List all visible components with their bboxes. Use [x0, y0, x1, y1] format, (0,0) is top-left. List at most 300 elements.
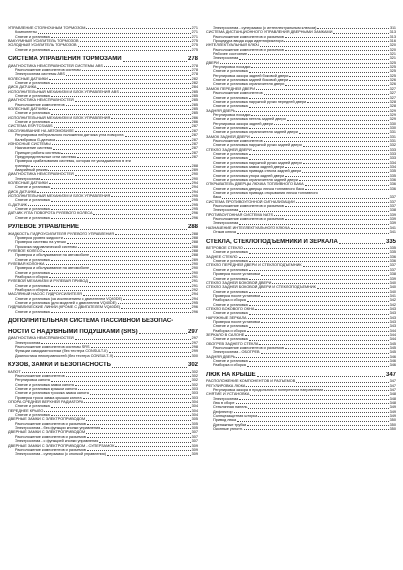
- toc-page-number: 271: [191, 30, 198, 35]
- toc-entry-title: Снятие и установка замка задней двери: [213, 165, 285, 169]
- toc-leader-dots: [37, 86, 190, 89]
- toc-page-number: 294: [191, 189, 198, 194]
- toc-entry-title: Снятие и установка: [15, 309, 50, 314]
- toc-leader-dots: [285, 346, 389, 349]
- toc-leader-dots: [247, 364, 389, 367]
- toc-section-heading: [8, 362, 198, 369]
- toc-leader-dots: [53, 147, 190, 150]
- toc-page-number: 332: [389, 143, 396, 148]
- toc-page-number: 339: [389, 217, 396, 222]
- toc-entry-title: СТЕКЛО ПЕРЕДНЕЙ ДВЕРИ И СТЕКЛОПОДЪЕМНИК: [206, 263, 302, 268]
- toc-leader-dots: [248, 316, 389, 319]
- toc-entry-title: Рабочее состояние: [213, 52, 248, 57]
- toc-entry-title: Диагностика неисправностей (без тестера CONSULT-II): [15, 353, 113, 358]
- toc-leader-dots: [75, 173, 191, 176]
- toc-leader-dots: [120, 90, 191, 93]
- toc-page-number: 296: [191, 305, 198, 310]
- toc-page-number: 343: [389, 311, 396, 316]
- toc-page-number: 287: [191, 137, 198, 142]
- toc-page-number: 305: [191, 417, 198, 422]
- toc-page-number: 287: [191, 124, 198, 129]
- toc-leader-dots: [111, 194, 190, 197]
- toc-page-number: 343: [389, 315, 396, 320]
- toc-entry-title: ВАКУУМНЫЙ УСИЛИТЕЛЬ ТОРМОЗОВ: [8, 39, 79, 44]
- toc-page-number: 342: [389, 298, 396, 303]
- toc-section-heading: [8, 318, 198, 325]
- toc-page-number: 287: [191, 154, 198, 159]
- toc-entry-title: Снятие и установка: [213, 250, 248, 255]
- toc-page-number: 320: [389, 43, 396, 48]
- toc-entry-title: Снятие и установка: [213, 95, 248, 100]
- toc-entry-title: Проверка после установки: [213, 293, 261, 298]
- toc-page-number: 348: [389, 396, 396, 401]
- toc-column-right: [206, 26, 396, 566]
- toc-leader-dots: [66, 73, 191, 76]
- toc-leader-dots: [285, 217, 389, 220]
- toc-entry-title: Снятие и установка: [15, 198, 50, 203]
- toc-leader-dots: [251, 135, 389, 138]
- toc-section-heading: [206, 239, 396, 246]
- toc-entry-title: Снятие и установка: [213, 69, 248, 74]
- toc-leader-dots: [317, 26, 389, 29]
- toc-entry: [8, 48, 198, 52]
- toc-page-number: 316: [389, 39, 396, 44]
- toc-entry-title: Электросхема - суперзамок (с интеллектуальным ключом): [213, 26, 317, 30]
- toc-page-number: 345: [389, 341, 396, 346]
- toc-entry-title: ЗАМОК ПЕРЕДНЕЙ ДВЕРИ: [206, 86, 256, 91]
- toc-page-number: 327: [389, 95, 396, 100]
- toc-entry-title: ОБСЛУЖИВАНИЕ НА АВТОМОБИЛЕ: [8, 128, 74, 133]
- toc-entry-title: ГИДРАВЛИЧЕСКИЕ ЛИНИИ (КРОМЕ С ДВИГАТЕЛЕМ VQ40DE): [8, 305, 121, 310]
- toc-leader-dots: [237, 419, 389, 422]
- toc-entry-title: Проверка после установки: [213, 319, 261, 324]
- toc-page-number: 329: [389, 117, 396, 122]
- toc-entry-title: ДИСК ДАТЧИКА: [8, 189, 37, 194]
- toc-leader-dots: [78, 245, 191, 248]
- toc-leader-dots: [249, 359, 389, 362]
- toc-leader-dots: [80, 227, 187, 230]
- toc-page-number: 287: [191, 133, 198, 138]
- toc-page-number: 295: [191, 198, 198, 203]
- toc-leader-dots: [44, 409, 190, 412]
- toc-leader-dots: [87, 448, 191, 451]
- toc-leader-dots: [239, 255, 389, 258]
- toc-page-number: 304: [191, 413, 198, 418]
- toc-entry-title: Снятие и установка дверцы лючка топливного бака: [213, 186, 304, 191]
- toc-entry-title: ЛЮК НА КРЫШЕ: [206, 371, 256, 378]
- toc-leader-dots: [324, 388, 388, 391]
- toc-leader-dots: [46, 262, 191, 265]
- toc-leader-dots: [249, 338, 389, 341]
- toc-entry-title: Отзыв ключа: [213, 230, 237, 235]
- toc-leader-dots: [83, 293, 191, 296]
- toc-leader-dots: [261, 294, 389, 297]
- toc-page-number: 330: [389, 125, 396, 130]
- toc-leader-dots: [237, 231, 389, 234]
- toc-page-number: 296: [191, 309, 198, 314]
- toc-page-number: 329: [389, 112, 396, 117]
- toc-page-number: 288: [187, 224, 198, 231]
- toc-leader-dots: [284, 39, 388, 42]
- toc-entry-title: Прокачка гидравлической системы: [15, 244, 77, 249]
- toc-page-number: 290: [191, 270, 198, 275]
- toc-entry-title: ДИСК ДАТЧИКА: [8, 85, 37, 90]
- toc-section-heading: [206, 372, 396, 379]
- toc-entry-title: Проверка троса замка крышки капота: [15, 395, 82, 400]
- toc-page-number: 349: [389, 414, 396, 419]
- toc-leader-dots: [287, 118, 389, 121]
- toc-leader-dots: [51, 199, 191, 202]
- toc-entry-title: Электросхема: [213, 56, 239, 61]
- toc-entry: [8, 310, 198, 314]
- toc-page-number: 327: [389, 91, 396, 96]
- toc-page-number: 345: [389, 346, 396, 350]
- toc-leader-dots: [239, 222, 388, 225]
- toc-entry-title: СИСТЕМА ДИСТАНЦИОННОГО УПРАВЛЕНИЯ ДВЕРНЫМИ ЗАМКАМИ: [206, 30, 333, 35]
- toc-page-number: 305: [191, 426, 198, 431]
- toc-page-number: 285: [191, 111, 198, 116]
- toc-leader-dots: [51, 81, 191, 84]
- toc-leader-dots: [257, 374, 385, 377]
- toc-leader-dots: [37, 190, 190, 193]
- toc-entry-title: Регулировка капота: [15, 378, 50, 383]
- toc-entry-title: ИЗНОСНЫЕ СИСТЕМЫ: [8, 141, 51, 146]
- toc-page-number: 321: [389, 52, 396, 57]
- toc-page-number: 284: [191, 85, 198, 90]
- toc-leader-dots: [249, 70, 389, 73]
- toc-entry-title: Снятие и установка: [15, 94, 50, 99]
- toc-leader-dots: [261, 273, 389, 276]
- toc-entry-title: ПРОТИВОУГОННАЯ СИСТЕМА NATS: [206, 212, 274, 217]
- toc-leader-dots: [67, 241, 191, 244]
- toc-leader-dots: [249, 157, 389, 160]
- toc-page-number: 290: [191, 262, 198, 267]
- toc-leader-dots: [249, 325, 389, 328]
- toc-leader-dots: [299, 178, 389, 181]
- toc-page-number: 292: [191, 288, 198, 293]
- toc-entry-title: Привод люка: [213, 418, 237, 423]
- toc-page-number: 286: [191, 115, 198, 120]
- toc-entry-title: Расположение компонентов и разъемов: [213, 204, 284, 209]
- toc-entry-title: ДИАГНОСТИКА НЕИСПРАВНОСТЕЙ: [8, 172, 74, 177]
- toc-entry-title: Регулировка зазора в продольном и поперечном направлении: [213, 388, 324, 392]
- toc-leader-dots: [84, 400, 190, 403]
- toc-entry-title: Снятие и установка: [15, 120, 50, 125]
- toc-leader-dots: [56, 138, 191, 141]
- toc-entry-title: Снятие и установка ограничителя задней двери: [213, 178, 298, 183]
- toc-leader-dots: [249, 126, 389, 129]
- toc-page-number: 349: [389, 409, 396, 414]
- toc-leader-dots: [51, 405, 191, 408]
- toc-leader-dots: [303, 264, 389, 267]
- toc-page-number: 338: [389, 272, 396, 277]
- toc-page-number: 335: [385, 238, 396, 245]
- toc-entry-title: Проверка после установки: [213, 272, 261, 277]
- toc-page-number: 307: [191, 430, 198, 435]
- toc-entry-title: Процедура ввода кода идентификатора: [213, 39, 284, 44]
- toc-leader-dots: [123, 297, 190, 300]
- toc-entry-title: ИСПОЛНИТЕЛЬНЫЙ МЕХАНИЗМ И БЛОК УПРАВЛЕНИЯ ABS: [8, 89, 119, 94]
- toc-page-number: 305: [191, 421, 198, 426]
- toc-leader-dots: [118, 301, 191, 304]
- toc-entry-title: СИСТЕМА УПРАВЛЕНИЯ ТОРМОЗАМИ: [8, 56, 122, 63]
- toc-entry-title: Регулировка зазора задней двери: [213, 121, 274, 126]
- toc-leader-dots: [220, 61, 389, 64]
- toc-page-number: 350: [389, 418, 396, 423]
- toc-page-number: 350: [389, 422, 396, 427]
- toc-page-number: 337: [389, 267, 396, 272]
- toc-page-number: 309: [191, 447, 198, 452]
- toc-entry-title: Расположение компонентов и разъемов: [213, 346, 284, 350]
- toc-page-number: 337: [389, 195, 396, 200]
- toc-leader-dots: [239, 209, 388, 212]
- toc-entry-title: ВЕТРОВОЕ СТЕКЛО: [206, 246, 243, 251]
- toc-entry-title: Снятие и установка упора задней двери: [213, 173, 285, 178]
- toc-leader-dots: [249, 105, 389, 108]
- toc-entry-title: Снятие и установка привода открывания лючка топливного: [213, 191, 318, 196]
- toc-section-heading: [8, 329, 198, 336]
- toc-page-number: 333: [389, 151, 396, 156]
- toc-column-left: [8, 26, 198, 566]
- toc-leader-dots: [31, 164, 191, 167]
- toc-entry-title: Регулировка зазора задней боковой двери: [213, 73, 289, 78]
- toc-entry-title: ЗАДНЕЕ СТЕКЛО: [206, 254, 238, 259]
- toc-entry-title: Разборка и сборка: [213, 363, 246, 368]
- toc-entry-title: МАСЛЯНЫЙ НАСОС ГИДРОУСИЛИТЕЛЯ: [8, 292, 82, 297]
- toc-entry-title: ЗЕРКАЛО В САЛОНЕ: [206, 332, 245, 337]
- toc-page-number: 327: [389, 86, 396, 91]
- toc-page-number: 330: [389, 121, 396, 126]
- toc-entry-title: Расположение компонентов и разъемов: [15, 421, 86, 426]
- toc-leader-dots: [49, 288, 191, 291]
- toc-page-number: 343: [389, 319, 396, 324]
- toc-leader-dots: [90, 392, 191, 395]
- toc-leader-dots: [51, 271, 191, 274]
- toc-page-number: 331: [389, 130, 396, 135]
- toc-page-number: 339: [389, 276, 396, 281]
- toc-entry-title: Расположение компонентов и разъемов: [213, 47, 284, 52]
- toc-entry-title: Снятие и установка: [213, 259, 248, 264]
- toc-entry-title: Принцип работы системы: [15, 150, 61, 155]
- toc-entry-title: Проверка и обслуживание на автомобиле: [15, 266, 90, 271]
- toc-entry-title: Электросхема системы ABS: [15, 72, 65, 77]
- toc-leader-dots: [51, 94, 191, 97]
- toc-leader-dots: [51, 379, 191, 382]
- toc-leader-dots: [264, 139, 389, 142]
- toc-entry-title: ДВЕРНЫЕ ЗАМКИ С ЭЛЕКТРОПРИВОДОМ: [8, 417, 86, 422]
- toc-leader-dots: [22, 370, 191, 373]
- toc-entry-title: Солнцезащитная шторка: [213, 414, 258, 419]
- toc-leader-dots: [104, 64, 191, 67]
- toc-page-number: 334: [389, 160, 396, 165]
- toc-page-number: 302: [191, 374, 198, 378]
- toc-entry-title: КАПОТ: [8, 369, 21, 374]
- toc-entry-title: Снятие и установка: [213, 125, 248, 130]
- toc-page-number: 289: [191, 167, 198, 172]
- toc-leader-dots: [317, 286, 389, 289]
- toc-page-number: 287: [191, 146, 198, 151]
- toc-entry-title: Расположение компонентов: [213, 91, 263, 96]
- toc-entry-title: ХОЛОДНЫЙ УСИЛИТЕЛЬ ТОРМОЗОВ: [8, 43, 77, 48]
- toc-page-number: 289: [191, 257, 198, 262]
- toc-page-number: 344: [389, 332, 396, 337]
- toc-entry-title: РУЛЕВОЕ КОЛЕСО: [8, 249, 43, 253]
- toc-leader-dots: [291, 226, 389, 229]
- toc-leader-dots: [78, 44, 191, 47]
- toc-leader-dots: [75, 383, 191, 386]
- toc-page-number: 294: [191, 296, 198, 301]
- toc-entry-title: Расположение компонентов системы SRS: [15, 345, 90, 350]
- toc-page-number: 297: [191, 336, 198, 341]
- toc-leader-dots: [90, 254, 191, 257]
- toc-leader-dots: [125, 134, 191, 137]
- toc-entry-title: Снятие и установка наружной ручки передней двери: [213, 99, 307, 104]
- toc-page-number: 336: [389, 259, 396, 264]
- toc-leader-dots: [274, 213, 389, 216]
- toc-entry-title: Электросхема: [15, 340, 41, 345]
- toc-entry-title: ДВЕРИ: [206, 60, 219, 65]
- toc-leader-dots: [249, 152, 389, 155]
- toc-entry-title: ДИАГНОСТИКА НЕИСПРАВНОСТЕЙ: [8, 98, 74, 103]
- toc-entry-title: СНЯТИЕ И УСТАНОВКА: [206, 392, 250, 397]
- toc-entry-title: Снятие и установка ограничителя задней двери: [213, 130, 298, 135]
- toc-entry-title: ДИАГНОСТИКА НЕИСПРАВНОСТЕЙ СИСТЕМЫ ABS: [8, 63, 103, 68]
- toc-page-number: 275: [191, 43, 198, 48]
- toc-entry-title: Расположение компонентов: [15, 374, 65, 378]
- toc-entry-title: Компоненты: [15, 30, 37, 35]
- toc-entry-title: Электросхема - с функцией кнопки управления: [15, 439, 99, 444]
- toc-page-number: 302: [191, 378, 198, 383]
- toc-page-number: 346: [389, 359, 396, 364]
- toc-leader-dots: [260, 44, 389, 47]
- toc-page-number: 348: [389, 401, 396, 406]
- toc-entry-title: Снятие и установка (для моделей с двигателем VQ40DE): [15, 301, 117, 306]
- toc-page-number: 325: [389, 73, 396, 78]
- toc-leader-dots: [75, 129, 191, 132]
- toc-page-number: 344: [389, 328, 396, 333]
- toc-leader-dots: [249, 259, 389, 262]
- toc-page-number: 331: [389, 134, 396, 139]
- toc-page-number: 333: [389, 147, 396, 152]
- toc-page-number: 343: [389, 324, 396, 329]
- toc-page-number: 290: [191, 176, 198, 181]
- toc-entry-title: Расположение компонентов и разъемов: [15, 434, 86, 439]
- toc-page-number: 321: [389, 56, 396, 61]
- toc-leader-dots: [244, 427, 389, 430]
- toc-page-number: 307: [191, 434, 198, 439]
- toc-leader-dots: [251, 65, 388, 68]
- toc-leader-dots: [75, 99, 191, 102]
- toc-page-number: 313: [389, 34, 396, 39]
- toc-page-number: 288: [191, 231, 198, 236]
- toc-leader-dots: [296, 380, 388, 383]
- toc-leader-dots: [248, 52, 389, 55]
- toc-entry-title: КОЛЕСНЫЕ ДАТЧИКИ: [8, 180, 48, 185]
- toc-leader-dots: [274, 122, 389, 125]
- toc-leader-dots: [112, 365, 187, 368]
- toc-entry-title: G-ДАТЧИК: [8, 202, 27, 207]
- toc-entry-title: РУЛЕВОЕ УПРАВЛЕНИЕ: [8, 224, 80, 231]
- toc-leader-dots: [299, 131, 389, 134]
- toc-leader-dots: [38, 31, 191, 34]
- toc-page-number: 347: [389, 388, 396, 392]
- toc-entry-title: ИНТЕЛЛЕКТУАЛЬНЫЙ КЛЮЧ: [206, 43, 259, 48]
- toc-leader-dots: [296, 200, 389, 203]
- toc-entry-title: Снятие и установка: [213, 104, 248, 109]
- toc-page-number: 313: [389, 30, 396, 35]
- toc-entry-title: Калибровка G-датчика: [15, 137, 56, 142]
- toc-entry-title: Разборка и сборка: [15, 275, 48, 280]
- toc-leader-dots: [86, 431, 191, 434]
- toc-page-number: 337: [389, 199, 396, 204]
- toc-leader-dots: [75, 337, 191, 340]
- toc-entry: [8, 216, 198, 220]
- toc-page-number: 271: [191, 34, 198, 39]
- toc-entry: [206, 427, 396, 431]
- toc-entry-title: Электросхема - без функции кнопки управления: [15, 426, 101, 431]
- toc-leader-dots: [236, 109, 388, 112]
- toc-leader-dots: [78, 387, 191, 390]
- toc-leader-dots: [307, 100, 388, 103]
- toc-leader-dots: [99, 440, 190, 443]
- toc-entry-title: Аварийный режим: [15, 167, 48, 172]
- toc-page-number: 287: [191, 128, 198, 133]
- toc-entry-title: Расположение компонентов: [15, 102, 65, 107]
- toc-page-number: 326: [389, 78, 396, 83]
- toc-entry-title: Расположение компонентов и разъемов: [213, 34, 284, 39]
- toc-page-number: 328: [389, 99, 396, 104]
- toc-page-number: 290: [191, 266, 198, 271]
- toc-leader-dots: [249, 303, 389, 306]
- toc-page-number: 340: [389, 289, 396, 294]
- toc-entry-title: УПРАВЛЕНИЕ СТОЯНОЧНЫМ ТОРМОЗОМ: [8, 26, 86, 30]
- toc-page-number: 287: [191, 141, 198, 146]
- toc-leader-dots: [43, 249, 190, 252]
- toc-page-number: 336: [389, 178, 396, 183]
- toc-leader-dots: [51, 35, 191, 38]
- toc-leader-dots: [77, 155, 190, 158]
- toc-page-number: 349: [389, 405, 396, 410]
- toc-entry-title: Дренажные трубки: [213, 422, 247, 427]
- toc-entry-title: НОСТИ С НАДУВНЫМИ ПОДУШКАМИ (SRS): [8, 328, 138, 335]
- toc-entry-title: ЗАДНЯЯ ДВЕРЬ: [206, 354, 236, 359]
- toc-entry-title: ПЕРЕДНЕЕ КРЫЛО: [8, 408, 44, 413]
- toc-page-number: 304: [191, 408, 198, 413]
- toc-page-number: 294: [191, 180, 198, 185]
- toc-page-number: 295: [191, 193, 198, 198]
- toc-entry-title: ЗАДНЯЯ ДВЕРЬ: [206, 108, 236, 113]
- toc-page-number: 287: [191, 150, 198, 155]
- toc-entry-title: Снятие и установка: [213, 151, 248, 156]
- toc-entry-title: Снятие и установка: [213, 337, 248, 342]
- toc-entry-title: СТЕКЛО ЗАДНЕЙ ДВЕРИ: [206, 147, 252, 152]
- toc-page-number: 311: [389, 26, 396, 30]
- toc-entry-title: Снятие и установка: [15, 404, 50, 409]
- toc-leader-dots: [107, 453, 191, 456]
- toc-entry-title: Проверка срабатывания системы, которая не укладывается в эти: [15, 159, 131, 164]
- toc-page-number: 329: [389, 108, 396, 113]
- toc-page-number: 278: [187, 56, 198, 63]
- toc-page-number: 303: [191, 395, 198, 400]
- toc-entry-title: Снятие и установка: [15, 270, 50, 275]
- toc-leader-dots: [222, 196, 389, 199]
- toc-entry-title: ОПОРА СРЕДНЕЙ ВЕРХНЕЙ РАДИАТОРА: [8, 400, 84, 405]
- toc-page-number: 278: [191, 63, 198, 68]
- toc-leader-dots: [289, 74, 388, 77]
- toc-page-number: 286: [191, 120, 198, 125]
- toc-leader-dots: [109, 350, 191, 353]
- toc-entry-title: Электросхема: [213, 208, 239, 213]
